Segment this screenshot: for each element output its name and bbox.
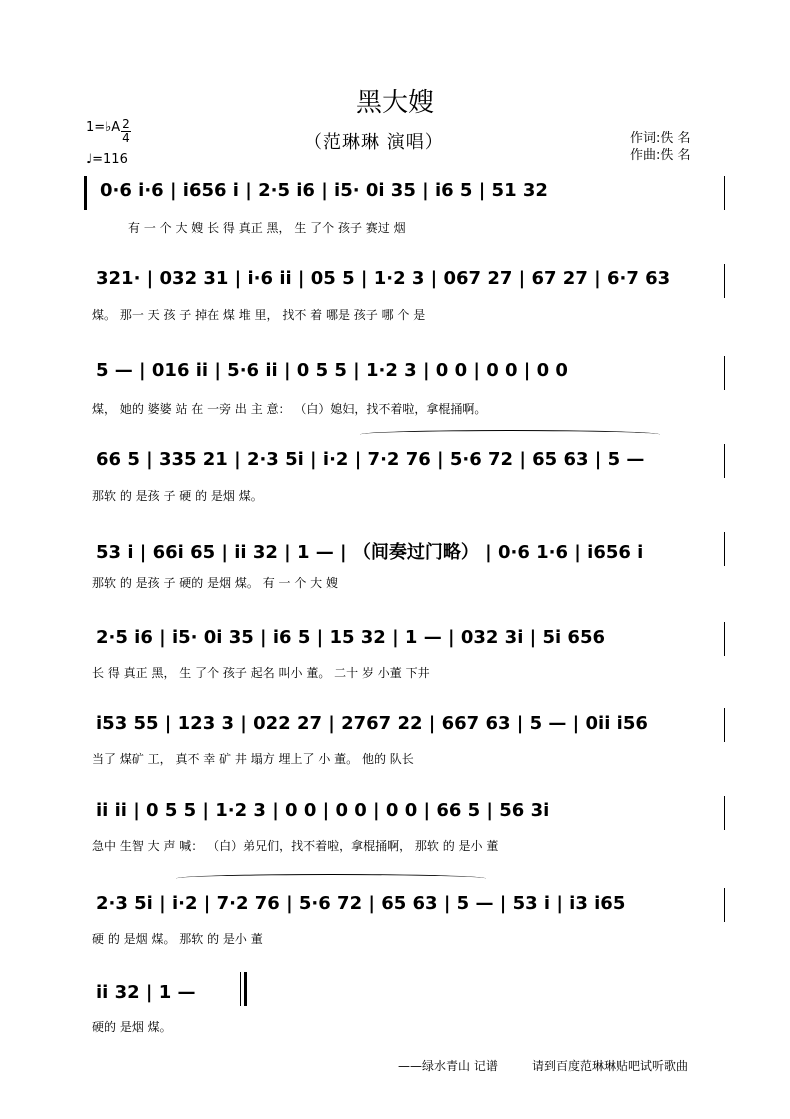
lyrics-row-8: 急中 生智 大 声 喊： （白）弟兄们，找不着啦，拿棍捅啊， 那软 的 是小 董 <box>92 839 499 853</box>
phrase-slur <box>360 430 660 439</box>
lyrics-row-9: 硬 的 是烟 煤。 那软 的 是小 董 <box>92 932 263 946</box>
lyrics-row-10: 硬的 是烟 煤。 <box>92 1020 172 1034</box>
listening-note: 请到百度范琳琳贴吧试听歌曲 <box>532 1059 689 1073</box>
barline <box>724 176 725 210</box>
time-signature-top: 2 <box>122 117 130 131</box>
performer-subtitle: （范琳琳 演唱） <box>304 132 444 153</box>
song-title: 黑大嫂 <box>355 88 434 118</box>
lyrics-row-6: 长 得 真正 黑， 生 了个 孩子 起名 叫小 董。 二十 岁 小董 下井 <box>92 666 430 680</box>
time-signature-bottom: 4 <box>122 131 130 145</box>
final-barline <box>244 972 247 1006</box>
notation-row-4: 66 5 | 335 21 | 2·3 5i | i·2 | 7·2 76 | 5·6 72 | 65 63 | 5 — <box>96 449 645 470</box>
barline <box>724 264 725 298</box>
notation-row-9: 2·3 5i | i·2 | 7·2 76 | 5·6 72 | 65 63 | 5 — | 53 i | i3 i65 <box>96 893 626 914</box>
barline <box>724 796 725 830</box>
tempo-marking: ♩=116 <box>86 152 128 167</box>
notation-row-5: 53 i | 66i 65 | ii 32 | 1 — | （间奏过门略） | 0·6 1·6 | i656 i <box>96 542 644 563</box>
notation-row-7: i53 55 | 123 3 | 022 27 | 2767 22 | 667 63 | 5 — | 0ii i56 <box>96 713 648 734</box>
transcriber-credit: ——绿水青山 记谱 <box>398 1059 498 1073</box>
barline <box>724 708 725 742</box>
repeat-start-barline <box>84 176 87 210</box>
lyrics-row-5: 那软 的 是孩 子 硬的 是烟 煤。 有 一 个 大 嫂 <box>92 576 338 590</box>
lyrics-row-3: 煤， 她的 婆婆 站 在 一旁 出 主 意： （白）媳妇，找不着啦，拿棍捅啊。 <box>92 402 487 416</box>
notation-row-2: 321· | 032 31 | i·6 ii | 05 5 | 1·2 3 | 067 27 | 67 27 | 6·7 63 <box>96 268 671 289</box>
barline <box>724 888 725 922</box>
notation-row-1: 0·6 i·6 | i656 i | 2·5 i6 | i5· 0i 35 | i6 5 | 51 32 <box>100 180 548 201</box>
notation-row-6: 2·5 i6 | i5· 0i 35 | i6 5 | 15 32 | 1 — | 032 3i | 5i 656 <box>96 627 606 648</box>
lyrics-row-7: 当了 煤矿 工， 真不 幸 矿 井 塌方 埋上了 小 董。 他的 队长 <box>92 752 414 766</box>
lyrics-row-2: 煤。 那一 天 孩 子 掉在 煤 堆 里， 找不 着 哪是 孩子 哪 个 是 <box>92 308 426 322</box>
lyrics-row-4: 那软 的 是孩 子 硬 的 是烟 煤。 <box>92 489 263 503</box>
lyricist-credit: 作词:佚 名 <box>630 131 691 146</box>
notation-row-10: ii 32 | 1 — <box>96 982 196 1003</box>
key-signature: 1=♭A <box>86 120 121 135</box>
composer-credit: 作曲:佚 名 <box>630 148 691 163</box>
lyrics-row-1: 有 一 个 大 嫂 长 得 真正 黑， 生 了个 孩子 赛过 烟 <box>128 221 406 235</box>
barline <box>724 444 725 478</box>
time-signature <box>121 118 131 145</box>
barline <box>724 622 725 656</box>
notation-row-8: ii ii | 0 5 5 | 1·2 3 | 0 0 | 0 0 | 0 0 | 66 5 | 56 3i <box>96 800 550 821</box>
phrase-slur <box>176 874 486 883</box>
barline <box>240 972 241 1006</box>
notation-row-3: 5 — | 016 ii | 5·6 ii | 0 5 5 | 1·2 3 | 0 0 | 0 0 | 0 0 <box>96 360 568 381</box>
barline <box>724 532 725 566</box>
barline <box>724 356 725 390</box>
